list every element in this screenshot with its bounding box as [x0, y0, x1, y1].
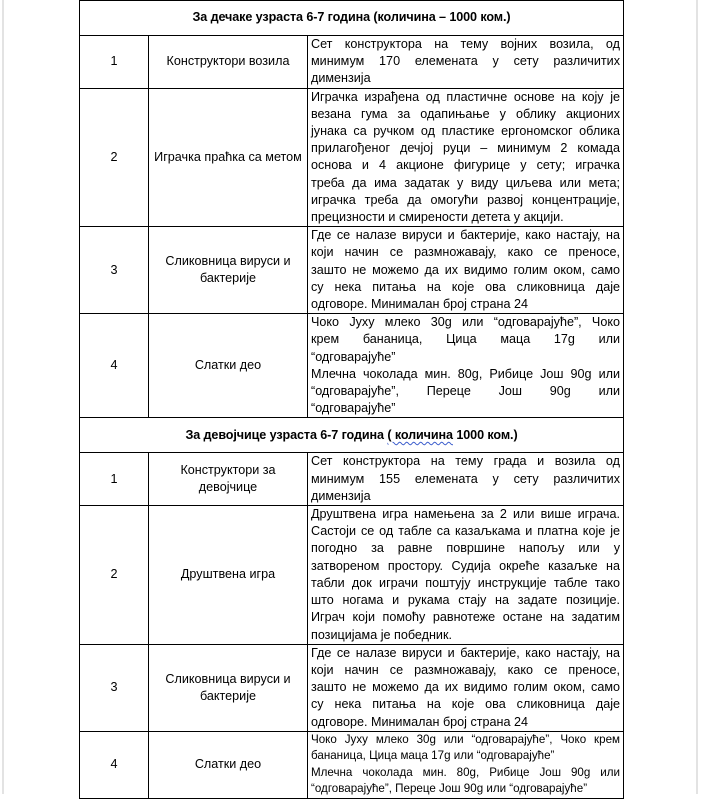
specification-table	[79, 0, 624, 799]
spellcheck-marked-text: ( количина	[387, 427, 453, 442]
item-number: 2	[80, 88, 149, 227]
page-edge-right	[696, 0, 698, 794]
desc-line: погодно за равне површине напољу или у	[311, 541, 620, 556]
item-description	[308, 88, 624, 227]
item-number: 2	[80, 506, 149, 645]
table-row	[80, 453, 624, 506]
item-name: Слатки део	[149, 731, 308, 798]
desc-line: јунака са ручком од пластике ергономског облика	[311, 124, 620, 139]
desc-line: крем бананица, Цица маца 17g или	[311, 332, 620, 347]
desc-line: Чоко Јуху млеко 30g или “одговарајуће”, Чоко крем	[311, 732, 620, 746]
item-number: 4	[80, 314, 149, 418]
desc-line: Сет конструктора на тему града и возила од	[311, 454, 620, 469]
desc-line: Млечна чоколада мин. 80g, Рибице Још 90g или	[311, 765, 620, 779]
item-description	[308, 314, 624, 418]
item-number: 1	[80, 453, 149, 506]
desc-line: Где се налазе вируси и бактерије, како настају, на	[311, 228, 620, 243]
section-header-row	[80, 418, 624, 453]
item-name: Слатки део	[149, 314, 308, 418]
desc-line: Играчка израђена од пластичне основе на коју је	[311, 89, 620, 104]
desc-line: Млечна чоколада мин. 80g, Рибице Још 90g или	[311, 366, 620, 381]
desc-line: одговоре. Минималан број страна 24	[311, 297, 528, 312]
item-number: 1	[80, 36, 149, 89]
desc-line: позицијама је победник.	[311, 627, 452, 642]
table-row	[80, 36, 624, 89]
page-edge-left	[2, 0, 4, 794]
desc-line: који начин се размножавају, како се преносе,	[311, 245, 620, 260]
section-header-row	[80, 1, 624, 36]
desc-line: “одговарајуће”, Переце Још 90g или “одговарајуће”	[311, 782, 588, 796]
desc-line: минимум 170 елемената у сету различитих	[311, 54, 620, 69]
item-number: 3	[80, 227, 149, 314]
item-description	[308, 731, 624, 798]
item-name: Сликовница вируси и бактерије	[149, 644, 308, 731]
item-name: Играчка праћка са метом	[149, 88, 308, 227]
desc-line: играчка треба да омогући развој концентрације,	[311, 192, 620, 207]
desc-line: који начин се размножавају, како се преносе,	[311, 662, 620, 677]
desc-line: Где се налазе вируси и бактерије, како настају, на	[311, 645, 620, 660]
table-row	[80, 88, 624, 227]
table-row	[80, 731, 624, 798]
desc-line: су нека питања на које ова сликовница даје	[311, 279, 620, 294]
desc-line: бананица, Цица маца 17g или “одговарајуће”	[311, 749, 555, 763]
desc-line: Играч који помоћу равнотеже остане на задатим	[311, 610, 620, 625]
item-number: 4	[80, 731, 149, 798]
section-header-boys: За дечаке узраста 6-7 година (количина – 1000 ком.)	[80, 1, 624, 36]
item-number: 3	[80, 644, 149, 731]
desc-line: Чоко Јуху млеко 30g или “одговарајуће”, Чоко	[311, 315, 620, 330]
desc-line: “одговарајуће”	[311, 349, 396, 364]
desc-line: основа и 4 акционе фигурице у сету; играчка	[311, 158, 620, 173]
desc-line: везана гума за одапињање у облику акционих	[311, 106, 620, 121]
desc-line: Сет конструктора на тему војних возила, од	[311, 37, 620, 51]
desc-line: “одговарајуће”	[311, 401, 396, 416]
desc-line: затвореном простору. Судија окреће казаљке на	[311, 558, 620, 573]
desc-line: треба да има задатак у виду циљева или мета;	[311, 175, 620, 190]
desc-line: табли док играчи поштују инструкције табле тако	[311, 575, 620, 590]
item-description	[308, 506, 624, 645]
table-row	[80, 314, 624, 418]
desc-line: прилагођеног дечјој руци – минимум 2 комада	[311, 141, 620, 156]
item-name: Сликовница вируси и бактерије	[149, 227, 308, 314]
table-row	[80, 506, 624, 645]
desc-line: “одговарајуће”, Переце Још 90g или	[311, 384, 620, 399]
item-name: Конструктори возила	[149, 36, 308, 89]
desc-line: зашто не можемо да их видимо голим оком, само	[311, 262, 620, 277]
item-description	[308, 453, 624, 506]
header-text: За девојчице узраста 6-7 година	[185, 427, 388, 442]
desc-line: одговоре. Минималан број страна 24	[311, 714, 528, 729]
desc-line: димензија	[311, 71, 371, 86]
item-name: Конструктори за девојчице	[149, 453, 308, 506]
table-row	[80, 227, 624, 314]
desc-line: димензија	[311, 488, 371, 503]
item-description	[308, 36, 624, 89]
desc-line: Друштвена игра намењена за 2 или више играча.	[311, 507, 620, 522]
desc-line: су нека питања на које ова сликовница даје	[311, 697, 620, 712]
header-text: 1000 ком.)	[452, 427, 518, 442]
desc-line: што ногама и рукама стају на задате позиције.	[311, 593, 620, 608]
desc-line: зашто не можемо да их видимо голим оком, само	[311, 680, 620, 695]
item-description	[308, 644, 624, 731]
item-description	[308, 227, 624, 314]
desc-line: минимум 155 елемената у сету различитих	[311, 471, 620, 486]
section-header-girls	[80, 418, 624, 453]
desc-line: прецизности и смирености детета у акцији.	[311, 210, 564, 225]
table-row	[80, 644, 624, 731]
item-name: Друштвена игра	[149, 506, 308, 645]
desc-line: Састоји се од табле са казаљкама и платна које је	[311, 524, 620, 539]
